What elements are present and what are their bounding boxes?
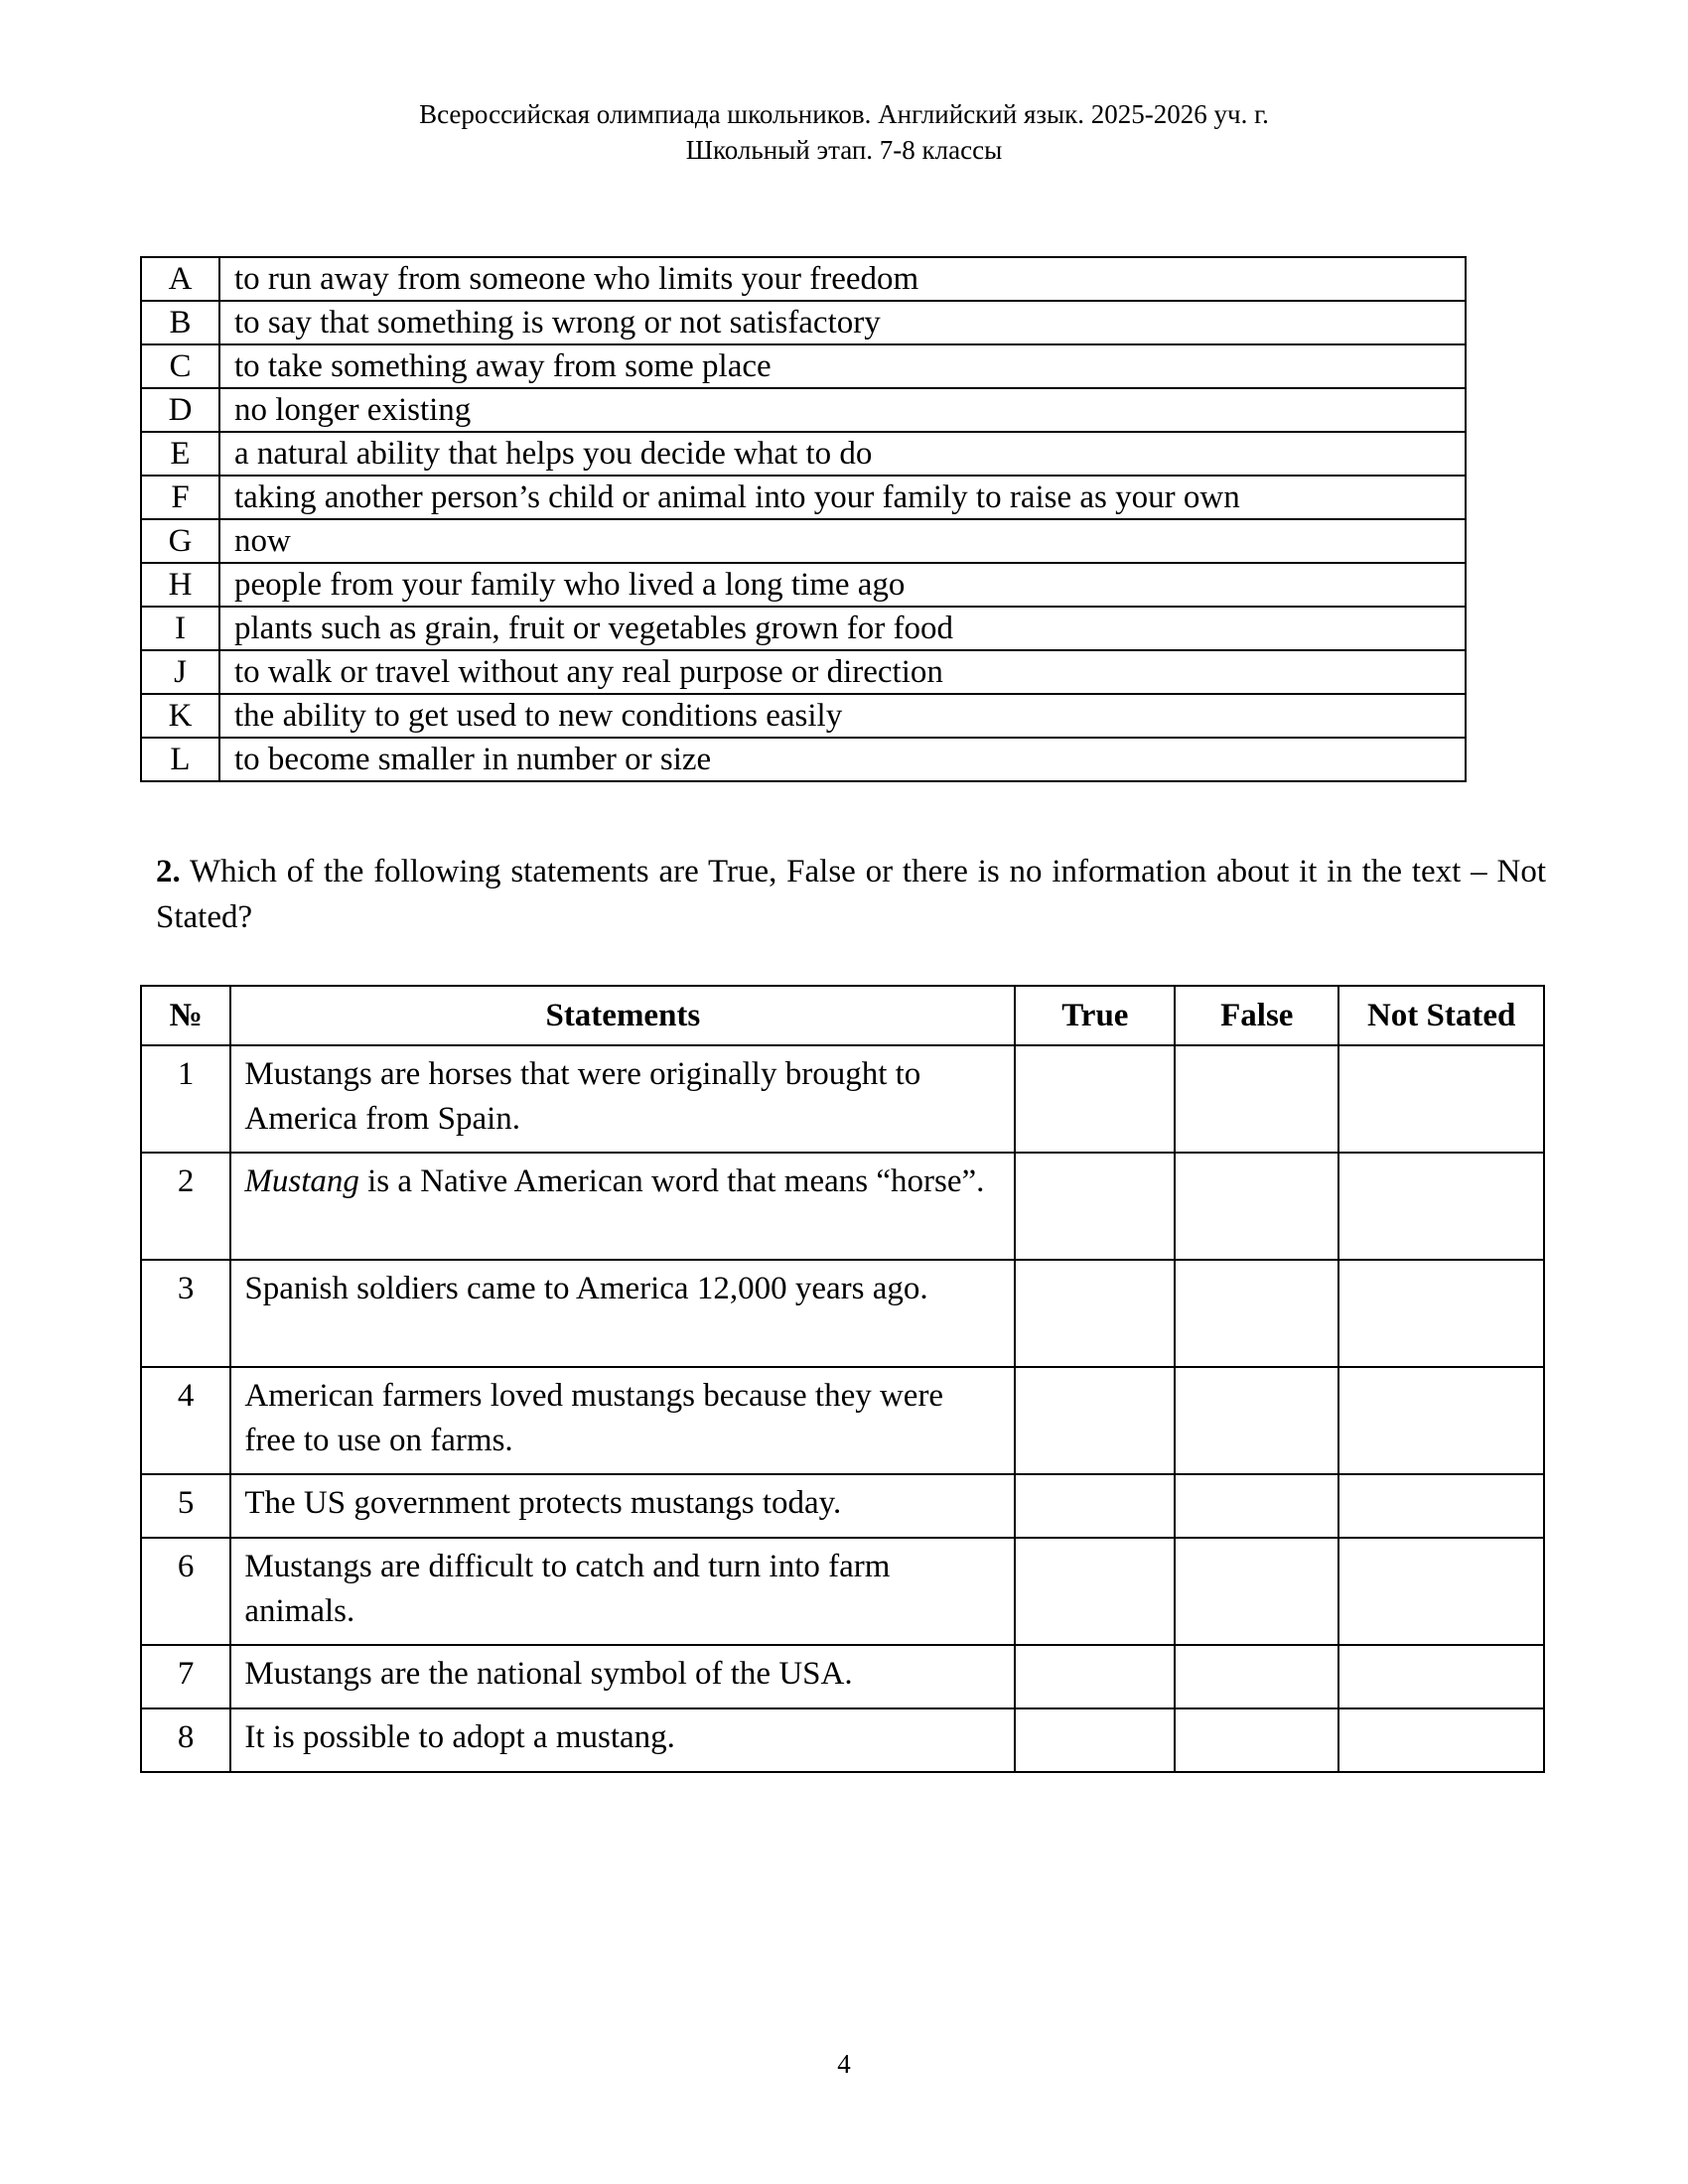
answer-cell-not-stated[interactable] (1338, 1367, 1544, 1474)
definition-text: people from your family who lived a long time ago (219, 563, 1466, 607)
definition-row (141, 476, 1466, 519)
definition-letter: A (141, 257, 219, 301)
statement-number: 6 (141, 1538, 230, 1645)
definition-letter: D (141, 388, 219, 432)
definition-row (141, 694, 1466, 738)
answer-cell-false[interactable] (1175, 1260, 1338, 1367)
question-2 (156, 849, 1546, 940)
answer-cell-false[interactable] (1175, 1153, 1338, 1260)
answer-cell-not-stated[interactable] (1338, 1708, 1544, 1772)
definition-text: taking another person’s child or animal into your family to raise as your own (219, 476, 1466, 519)
question-text: Which of the following statements are True, False or there is no information about it in the text – Not Stated? (156, 854, 1546, 935)
statement-row (141, 1645, 1544, 1708)
statement-number: 5 (141, 1474, 230, 1538)
answer-cell-false[interactable] (1175, 1367, 1338, 1474)
statement-text: Mustangs are difficult to catch and turn into farm animals. (230, 1538, 1015, 1645)
header-line-2: Школьный этап. 7-8 классы (685, 135, 1003, 165)
definitions-table (140, 256, 1467, 782)
page-number: 4 (837, 2049, 851, 2079)
definition-letter: I (141, 607, 219, 650)
definition-letter: L (141, 738, 219, 781)
definition-row (141, 650, 1466, 694)
definition-text: plants such as grain, fruit or vegetables grown for food (219, 607, 1466, 650)
column-header-not-stated: Not Stated (1338, 986, 1544, 1045)
definition-row (141, 738, 1466, 781)
definition-text: now (219, 519, 1466, 563)
column-header-statements: Statements (230, 986, 1015, 1045)
definition-letter: E (141, 432, 219, 476)
statement-text: Mustangs are horses that were originally brought to America from Spain. (230, 1045, 1015, 1153)
statement-row (141, 1474, 1544, 1538)
statement-text (230, 1153, 1015, 1260)
statement-row (141, 1538, 1544, 1645)
answer-cell-true[interactable] (1015, 1645, 1175, 1708)
answer-cell-false[interactable] (1175, 1708, 1338, 1772)
definition-text: the ability to get used to new conditions easily (219, 694, 1466, 738)
answer-cell-false[interactable] (1175, 1538, 1338, 1645)
answer-cell-false[interactable] (1175, 1645, 1338, 1708)
column-header-number: № (141, 986, 230, 1045)
answer-cell-true[interactable] (1015, 1153, 1175, 1260)
definition-text: to say that something is wrong or not satisfactory (219, 301, 1466, 344)
definition-letter: B (141, 301, 219, 344)
statement-text: It is possible to adopt a mustang. (230, 1708, 1015, 1772)
definition-letter: J (141, 650, 219, 694)
definition-text: to become smaller in number or size (219, 738, 1466, 781)
definition-row (141, 519, 1466, 563)
statement-number: 8 (141, 1708, 230, 1772)
answer-cell-not-stated[interactable] (1338, 1045, 1544, 1153)
answer-cell-true[interactable] (1015, 1708, 1175, 1772)
definition-text: no longer existing (219, 388, 1466, 432)
answer-cell-not-stated[interactable] (1338, 1645, 1544, 1708)
question-number: 2. (156, 854, 181, 889)
answer-cell-true[interactable] (1015, 1045, 1175, 1153)
answer-cell-not-stated[interactable] (1338, 1474, 1544, 1538)
statement-text: Mustangs are the national symbol of the USA. (230, 1645, 1015, 1708)
definition-row (141, 388, 1466, 432)
definition-letter: F (141, 476, 219, 519)
definition-text: a natural ability that helps you decide what to do (219, 432, 1466, 476)
statement-number: 2 (141, 1153, 230, 1260)
definition-row (141, 432, 1466, 476)
statements-table (140, 985, 1545, 1773)
answer-cell-true[interactable] (1015, 1538, 1175, 1645)
statement-row (141, 1260, 1544, 1367)
statement-row (141, 1367, 1544, 1474)
definition-row (141, 301, 1466, 344)
statement-text-rest: is a Native American word that means “horse”. (358, 1163, 985, 1199)
definition-letter: G (141, 519, 219, 563)
definition-text: to walk or travel without any real purpose or direction (219, 650, 1466, 694)
definition-row (141, 607, 1466, 650)
answer-cell-not-stated[interactable] (1338, 1260, 1544, 1367)
statement-text: The US government protects mustangs today. (230, 1474, 1015, 1538)
definition-row (141, 563, 1466, 607)
statement-text: American farmers loved mustangs because they were free to use on farms. (230, 1367, 1015, 1474)
page-header (0, 96, 1688, 168)
definition-letter: C (141, 344, 219, 388)
definition-row (141, 257, 1466, 301)
statement-number: 7 (141, 1645, 230, 1708)
statement-row (141, 1045, 1544, 1153)
answer-cell-true[interactable] (1015, 1367, 1175, 1474)
answer-cell-true[interactable] (1015, 1474, 1175, 1538)
definition-text: to take something away from some place (219, 344, 1466, 388)
answer-cell-not-stated[interactable] (1338, 1538, 1544, 1645)
column-header-false: False (1175, 986, 1338, 1045)
statements-header-row (141, 986, 1544, 1045)
answer-cell-true[interactable] (1015, 1260, 1175, 1367)
column-header-true: True (1015, 986, 1175, 1045)
definition-letter: K (141, 694, 219, 738)
statement-row (141, 1708, 1544, 1772)
statement-number: 4 (141, 1367, 230, 1474)
answer-cell-false[interactable] (1175, 1474, 1338, 1538)
answer-cell-false[interactable] (1175, 1045, 1338, 1153)
header-line-1: Всероссийская олимпиада школьников. Английский язык. 2025-2026 уч. г. (419, 99, 1269, 129)
statement-row (141, 1153, 1544, 1260)
definition-text: to run away from someone who limits your freedom (219, 257, 1466, 301)
answer-cell-not-stated[interactable] (1338, 1153, 1544, 1260)
statement-number: 1 (141, 1045, 230, 1153)
statement-text: Spanish soldiers came to America 12,000 years ago. (230, 1260, 1015, 1367)
statement-number: 3 (141, 1260, 230, 1367)
definition-row (141, 344, 1466, 388)
statement-italic-word: Mustang (244, 1163, 359, 1199)
definition-letter: H (141, 563, 219, 607)
